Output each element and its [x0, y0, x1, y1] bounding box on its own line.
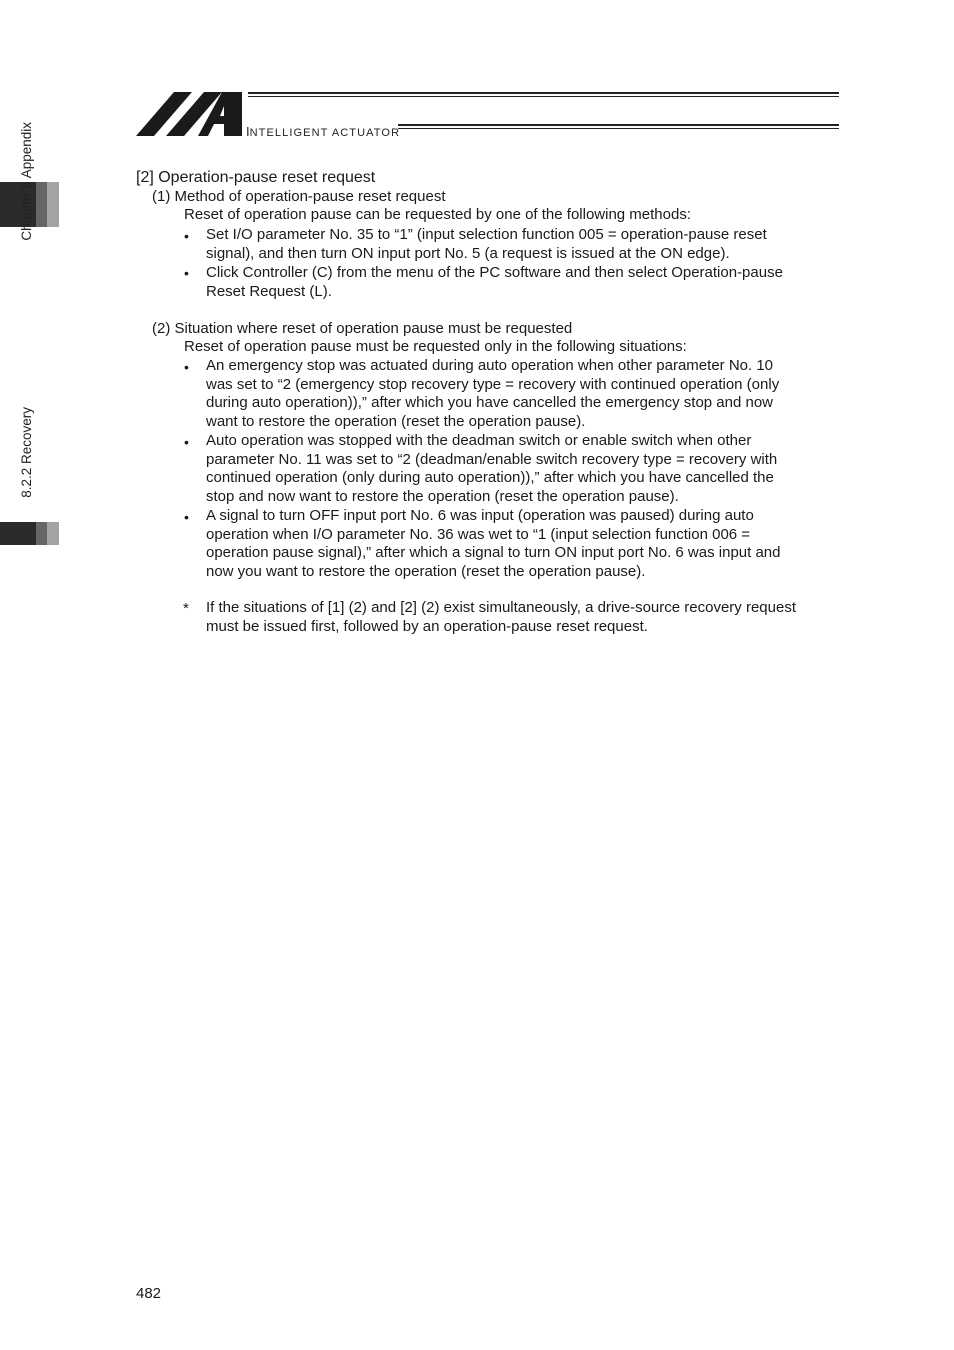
brand-name — [246, 124, 400, 139]
bullet-icon: • — [184, 265, 189, 281]
bullet-line: parameter No. 11 was set to “2 (deadman/enable switch recovery type = recovery with — [206, 450, 778, 468]
chapter-tab-mid — [36, 182, 47, 227]
bullet-line: was set to “2 (emergency stop recovery type = recovery with continued operation (only — [206, 375, 780, 393]
subsection-1-title: (1) Method of operation-pause reset request — [152, 188, 446, 205]
header-rule-top-1 — [248, 92, 839, 94]
bullet-line: now you want to restore the operation (reset the operation pause). — [206, 562, 646, 580]
sub2-bullet-1 — [206, 357, 779, 431]
sub2-bullet-3 — [206, 507, 781, 581]
note-text — [206, 599, 796, 636]
section-heading: [2] Operation-pause reset request — [136, 169, 376, 186]
subsection-2-title: (2) Situation where reset of operation pause must be requested — [152, 320, 573, 337]
chapter-label: Chapter 8 Appendix — [19, 122, 34, 241]
bullet-line: want to restore the operation (reset the operation pause). — [206, 412, 586, 430]
company-logo — [136, 90, 244, 136]
section-label: 8.2.2 Recovery — [19, 407, 34, 498]
bullet-line: Set I/O parameter No. 35 to “1” (input selection function 005 = operation-pause reset — [206, 226, 767, 243]
bullet-line: Auto operation was stopped with the deadman switch or enable switch when other — [206, 432, 752, 449]
bullet-line: during auto operation)),” after which you have cancelled the emergency stop and now — [206, 394, 774, 412]
section-tab-light — [47, 522, 59, 545]
brand-rest: NTELLIGENT ACTUATOR — [249, 127, 401, 139]
bullet-line: continued operation (only during auto operation)),” after which you have cancelled the — [206, 469, 774, 487]
note-line: must be issued first, followed by an operation-pause reset request. — [206, 617, 648, 635]
note-asterisk: * — [183, 600, 189, 617]
header-rule-bottom-1 — [398, 124, 839, 126]
bullet-icon: • — [184, 228, 189, 244]
page-number: 482 — [136, 1285, 162, 1302]
section-tab-mid — [36, 522, 47, 545]
header-rule-top-2 — [248, 96, 839, 97]
bullet-line: Reset Request (L). — [206, 282, 332, 300]
subsection-1-intro: Reset of operation pause can be requested by one of the following methods: — [184, 206, 692, 223]
sub2-bullet-2 — [206, 432, 777, 506]
sub1-bullet-1 — [206, 226, 767, 263]
bullet-line: operation pause signal),” after which a signal to turn ON input port No. 6 was input and — [206, 544, 781, 562]
sub1-bullet-2 — [206, 264, 783, 301]
note-line: If the situations of [1] (2) and [2] (2) exist simultaneously, a drive-source recovery request — [206, 599, 796, 616]
bullet-line: stop and now want to restore the operation (reset the operation pause). — [206, 487, 679, 505]
bullet-line: operation when I/O parameter No. 36 was wet to “1 (input selection function 006 = — [206, 525, 751, 543]
brand-initial: I — [246, 124, 250, 139]
bullet-icon: • — [184, 434, 189, 450]
bullet-line: signal), and then turn ON input port No. 5 (a request is issued at the ON edge). — [206, 244, 730, 262]
bullet-icon: • — [184, 359, 189, 375]
header-rule-bottom-2 — [398, 128, 839, 129]
bullet-icon: • — [184, 509, 189, 525]
chapter-tab-light — [47, 182, 59, 227]
bullet-line: Click Controller (C) from the menu of the PC software and then select Operation-pause — [206, 264, 783, 281]
subsection-2-intro: Reset of operation pause must be requested only in the following situations: — [184, 338, 687, 355]
bullet-line: A signal to turn OFF input port No. 6 was input (operation was paused) during auto — [206, 507, 754, 524]
bullet-line: An emergency stop was actuated during auto operation when other parameter No. 10 — [206, 357, 774, 374]
